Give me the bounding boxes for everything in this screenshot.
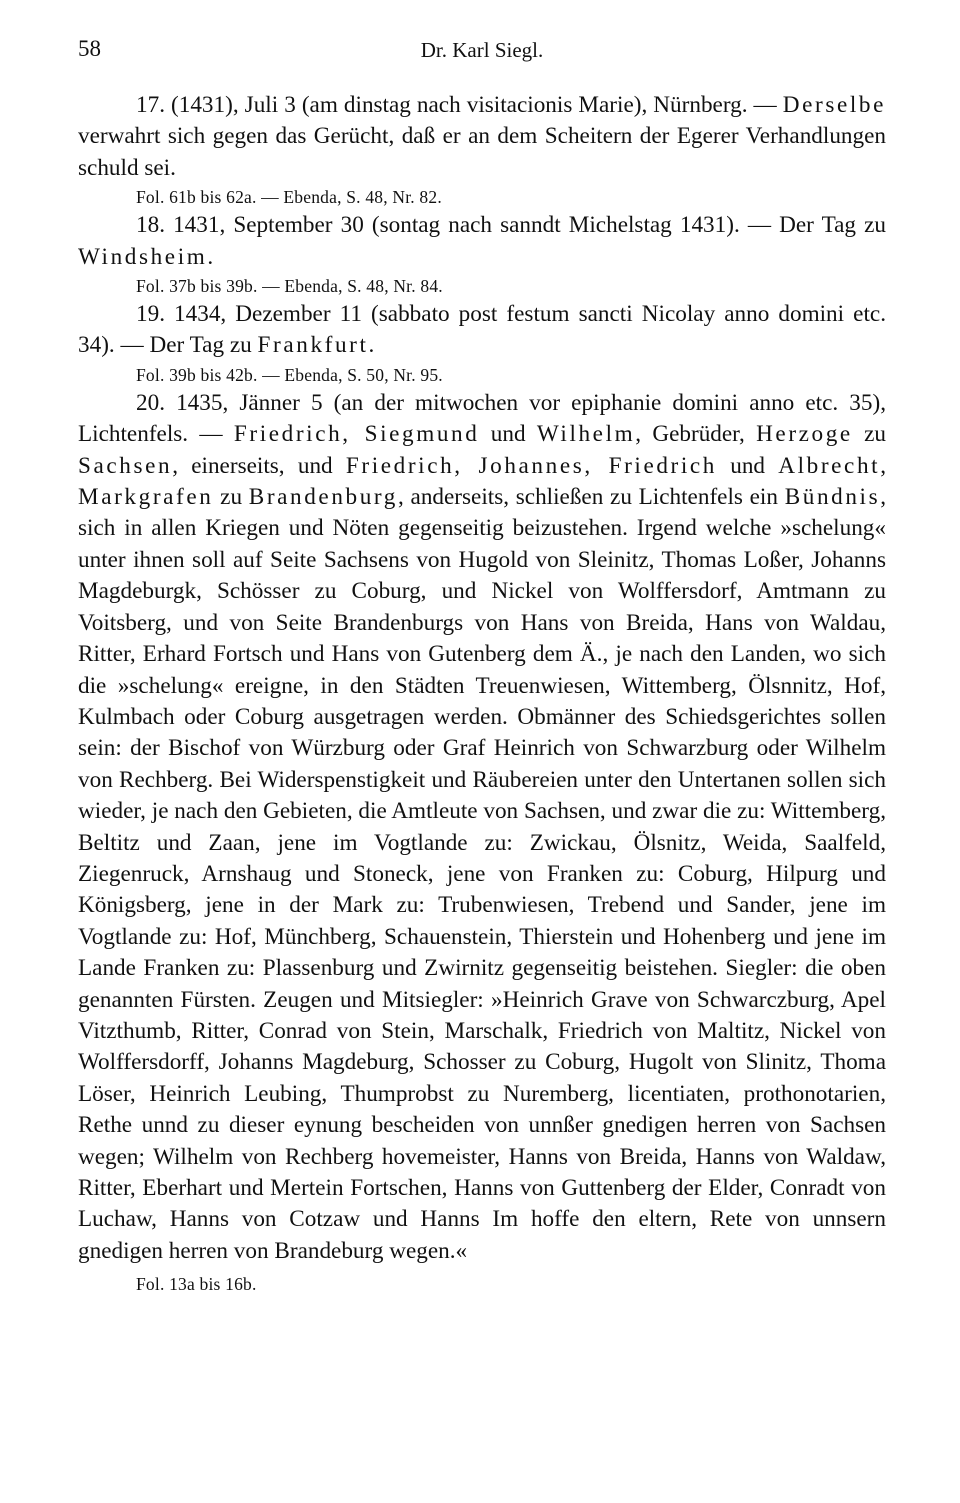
entry-18-text bbox=[78, 210, 886, 273]
entry-20-spaced-name: Wilhelm bbox=[536, 421, 636, 448]
entry-20-text-part: , Gebrüder, bbox=[635, 421, 757, 448]
entry-19-text-part: 19. 1434, Dezember 11 (sabbato post festum sancti Nicolay anno domini etc. 34). — Der Tag zu bbox=[78, 301, 886, 359]
entry-20-text-part: zu bbox=[213, 484, 249, 511]
entry-20-spaced-name: Brandenburg bbox=[248, 484, 399, 511]
entry-17-text bbox=[78, 90, 886, 184]
entry-20-text-part: , einerseits, und bbox=[172, 452, 346, 479]
entry-20-spaced-name: Herzoge bbox=[756, 421, 853, 448]
entry-20-spaced-name: Sachsen bbox=[78, 452, 173, 479]
entry-20-text-part: und bbox=[716, 452, 779, 479]
running-title: Dr. Karl Siegl. bbox=[420, 38, 544, 62]
entry-20-text-part: , bbox=[880, 452, 886, 479]
page-number: 58 bbox=[78, 36, 101, 61]
entry-19-text bbox=[78, 299, 886, 362]
entry-17-text-part: 17. (1431), Juli 3 (am dinstag nach visitacionis Marie), Nürnberg. — bbox=[136, 92, 783, 118]
entry-18-text-part: 18. 1431, September 30 (sontag nach sanndt Michelstag 1431). — Der Tag zu bbox=[136, 212, 886, 239]
entry-19-spaced-word: Frankfurt bbox=[257, 332, 369, 359]
page-body bbox=[78, 90, 886, 1297]
entry-20-spaced-name: Markgrafen bbox=[78, 484, 214, 511]
entry-17-citation: Fol. 61b bis 62a. — Ebenda, S. 48, Nr. 82. bbox=[136, 187, 442, 208]
entry-20-citation: Fol. 13a bis 16b. bbox=[136, 1274, 257, 1295]
entry-20-spaced-name: Friedrich, Johannes, Friedrich bbox=[345, 452, 717, 479]
entry-20-spaced-name: Bündnis bbox=[784, 484, 881, 511]
entry-20-text-part: 20. 1435, Jänner 5 (an der mitwochen vor epiphanie domini anno etc. 35), Lichtenfels. — bbox=[78, 389, 886, 448]
entry-20-text-part: und bbox=[479, 421, 537, 448]
entry-20-text-part: zu bbox=[852, 421, 887, 448]
entry-20-text bbox=[78, 388, 886, 1267]
entry-20-text-part: , anderseits, schließen zu Lichtenfels ein bbox=[398, 484, 785, 511]
entry-20-spaced-name: Friedrich, Siegmund bbox=[233, 421, 480, 448]
entry-20-text-part: , sich in allen Kriegen und Nöten gegenseitig beizustehen. Irgend welche »schelung« unter ihnen soll auf Seite Sachsens von Hugold von Sleinitz, Thomas Loßer, Johanns Magdeburgk, Schösser zu Coburg, und Nickel von Wolffersdorf, Amtmann zu Voitsberg, und von Seite Brandenburgs von Hans von Breida, Hans von Waldau, Ritter, Erhard Fortsch und Hans von Gutenberg dem Ä., je nach den Landen, wo sich die »schelung« ereigne, in den Städten Treuenwiesen, Wittemberg, Ölsnnitz, Hof, Kulmbach oder Coburg ausgetragen werden. Obmänner des Schiedsgerichtes sollen sein: der Bischof von Würzburg oder Graf Heinrich von Schwarzburg oder Wilhelm von Rechberg. Bei Widerspenstigkeit und Räubereien unter den Untertanen sollen sich wieder, je nach den Gebieten, die Amtleute von Sachsen, und zwar die zu: Wittemberg, Beltitz und Zaan, jene im Vogtlande zu: Zwickau, Ölsnitz, Weida, Saalfeld, Ziegenruck, Arnshaug und Stoneck, jene von Franken zu: Coburg, Hilpurg und Königsberg, jene in der Mark zu: Trubenwiesen, Trebend und Sander, jene im Vogtlande zu: Hof, Münchberg, Schauenstein, Thierstein und Hohenberg und jene im Lande Franken zu: Plassenburg und Zwirnitz gegenseitig beistehen. Siegler: die oben genannten Fürsten. Zeugen und Mitsiegler: »Heinrich Grave von Schwarczburg, Apel Vitzthumb, Ritter, Conrad von Stein, Marschalk, Friedrich von Maltitz, Nickel von Wolffersdorff, Johanns Magdeburg, Schosser zu Coburg, Hugolt von Slinitz, Thoma Löser, Heinrich Leubing, Thumprobst zu Nuremberg, licentiaten, prothonotarien, Rethe unnd zu dieser eynung bescheiden von unnßer gnedigen herren von Sachsen wegen; Wilhelm von Rechberg hovemeister, Hanns von Breida, Hanns von Waldaw, Ritter, Eberhart und Mertein Fortschen, Hanns von Guttenberg der Elder, Conradt von Luchaw, Hanns von Cotzaw und Hanns Im hoffe den eltern, Rete von unnsern gnedigen herren von Brandeburg wegen.« bbox=[78, 484, 886, 1264]
page-header bbox=[78, 36, 886, 66]
entry-19-citation: Fol. 39b bis 42b. — Ebenda, S. 50, Nr. 95. bbox=[136, 364, 443, 385]
entry-18-citation: Fol. 37b bis 39b. — Ebenda, S. 48, Nr. 84. bbox=[136, 276, 443, 297]
entry-20-spaced-name: Albrecht bbox=[778, 452, 881, 479]
entry-17-spaced-word: Derselbe bbox=[782, 92, 886, 118]
entry-19-text-part: . bbox=[368, 332, 375, 359]
entry-18-text-part: . bbox=[207, 243, 214, 270]
entry-18-spaced-word: Windsheim bbox=[78, 243, 208, 270]
entry-17-text-part: verwahrt sich gegen das Gerücht, daß er an dem Scheitern der Egerer Verhandlungen schuld sei. bbox=[78, 123, 886, 181]
